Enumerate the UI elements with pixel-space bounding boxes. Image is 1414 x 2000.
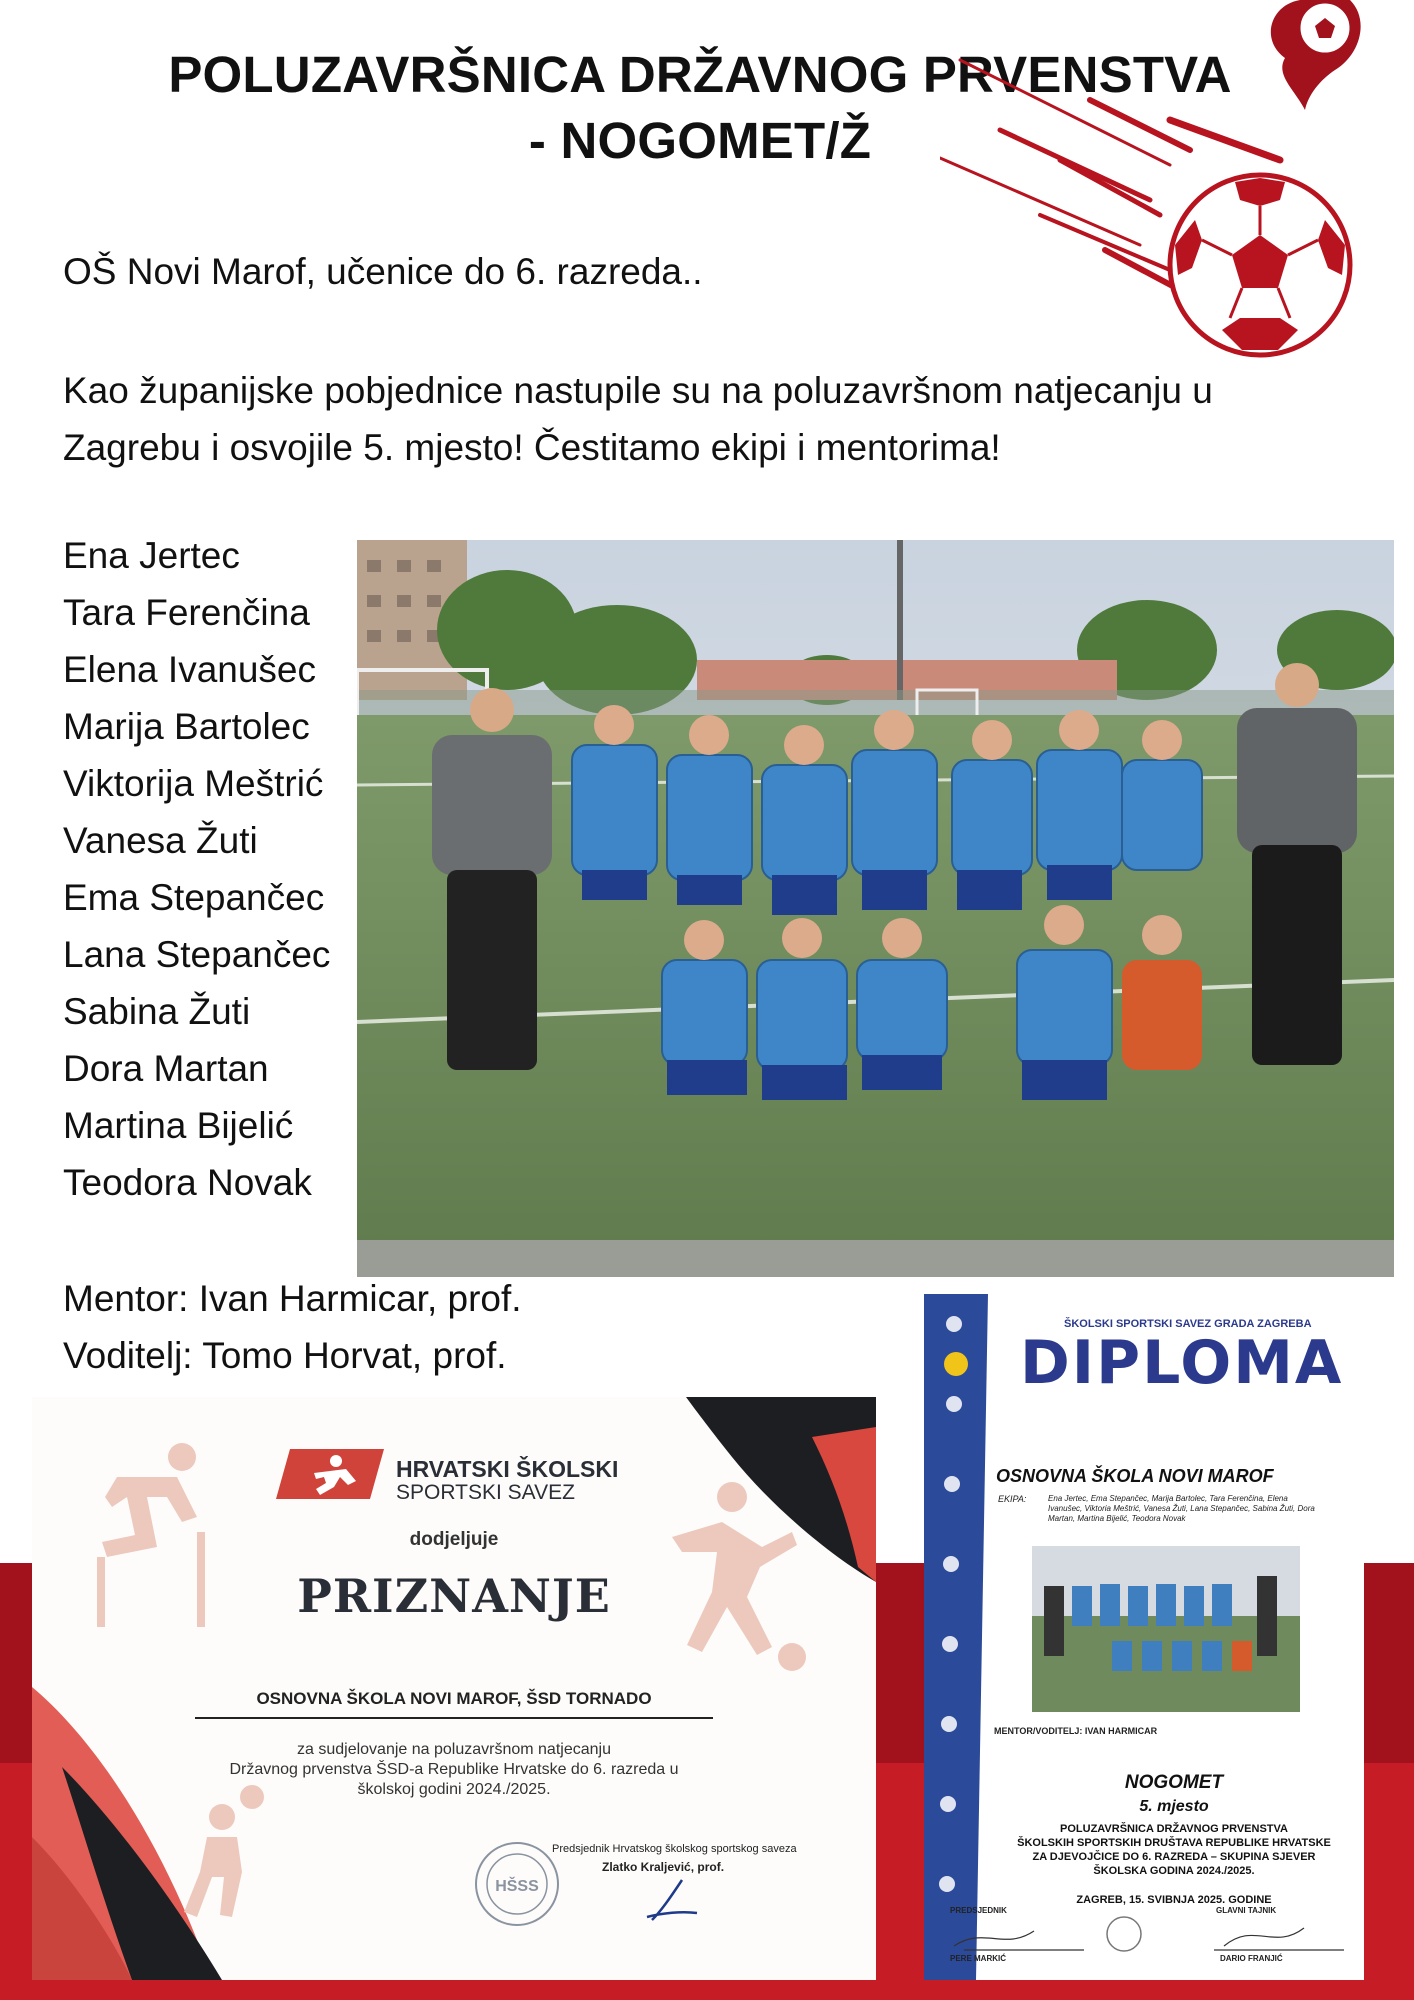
team-members: Ena Jertec, Ema Stepančec, Marija Bartolec, Tara Ferenčina, Elena Ivanušec, Viktoria Meštrić, Vanesa Žuti, Lana Stepančec, Sabina Žuti, Dora Martan, Martina Bijelić, Teodora Novak	[1048, 1494, 1315, 1523]
stamp-label: HŠSS	[495, 1878, 539, 1895]
diploma-team-photo	[1032, 1546, 1300, 1712]
player-name: Viktorija Meštrić	[63, 763, 324, 804]
team-label: EKIPA:	[998, 1494, 1027, 1504]
player-name: Vanesa Žuti	[63, 820, 258, 861]
president-name: Zlatko Kraljević, prof.	[602, 1860, 725, 1874]
player-name: Martina Bijelić	[63, 1105, 294, 1146]
certificate-title: PRIZNANJE	[297, 1569, 611, 1623]
certificate-text-line: školskoj godini 2024./2025.	[357, 1781, 551, 1798]
school-name: OSNOVNA ŠKOLA NOVI MAROF, ŠSD TORNADO	[256, 1689, 652, 1708]
diploma-place: 5. mjesto	[1139, 1798, 1209, 1815]
soccer-ball-icon	[940, 0, 1414, 370]
signature-icon	[944, 1916, 1094, 1956]
body-text	[63, 362, 1343, 476]
diploma-desc-line: ZA DJEVOJČICE DO 6. RAZREDA – SKUPINA SJEVER	[1032, 1851, 1316, 1863]
staff-block	[63, 1270, 522, 1384]
priznanje-certificate	[32, 1397, 876, 1980]
body-line-1: Kao županijske pobjednice nastupile su na poluzavršnom natjecanju u	[63, 370, 1213, 411]
diploma-stamp-icon	[1104, 1914, 1144, 1954]
player-name: Elena Ivanušec	[63, 649, 317, 690]
predsjednik-name: PERE MARKIĆ	[950, 1954, 1007, 1963]
signature-icon	[1204, 1916, 1354, 1956]
title-line-2: - NOGOMET/Ž	[528, 112, 872, 169]
president-label: Predsjednik Hrvatskog školskog sportskog saveza	[552, 1843, 797, 1855]
stamp-icon	[472, 1839, 562, 1929]
awards-text: dodjeljuje	[409, 1529, 499, 1550]
player-name: Sabina Žuti	[63, 991, 251, 1032]
diploma-school: OSNOVNA ŠKOLA NOVI MAROF	[996, 1466, 1274, 1486]
hsss-logo-icon	[276, 1445, 388, 1503]
diploma-certificate	[924, 1294, 1364, 1980]
diploma-desc-line: ŠKOLSKA GODINA 2024./2025.	[1093, 1865, 1255, 1877]
tajnik-label: GLAVNI TAJNIK	[1216, 1906, 1277, 1915]
certificate-text-line: Državnog prvenstva ŠSD-a Republike Hrvatske do 6. razreda u	[229, 1761, 679, 1778]
certificate-text	[32, 1740, 876, 1800]
diploma-desc-line: POLUZAVRŠNICA DRŽAVNOG PRVENSTVA	[1060, 1823, 1288, 1835]
team-photo	[357, 540, 1394, 1277]
player-name: Ena Jertec	[63, 535, 240, 576]
diploma-org: ŠKOLSKI SPORTSKI SAVEZ GRADA ZAGREBA	[1064, 1318, 1312, 1330]
player-name: Lana Stepančec	[63, 934, 331, 975]
diploma-sport: NOGOMET	[1124, 1772, 1224, 1793]
mentor-line: Mentor: Ivan Harmicar, prof.	[63, 1278, 522, 1319]
org-name-line-1: HRVATSKI ŠKOLSKI	[396, 1456, 619, 1482]
player-name: Teodora Novak	[63, 1162, 312, 1203]
divider	[195, 1717, 713, 1719]
certificate-text-line: za sudjelovanje na poluzavršnom natjecanju	[297, 1741, 611, 1758]
intro-text: OŠ Novi Marof, učenice do 6. razreda..	[63, 251, 703, 292]
player-name: Marija Bartolec	[63, 706, 310, 747]
body-line-2: Zagrebu i osvojile 5. mjesto! Čestitamo ekipi i mentorima!	[63, 427, 1001, 468]
player-name: Tara Ferenčina	[63, 592, 310, 633]
diploma-title: DIPLOMA	[1020, 1328, 1344, 1398]
org-name-line-2: SPORTSKI SAVEZ	[396, 1481, 575, 1504]
player-name: Ema Stepančec	[63, 877, 325, 918]
diploma-date: ZAGREB, 15. SVIBNJA 2025. GODINE	[1076, 1894, 1272, 1906]
diploma-mentor: MENTOR/VODITELJ: IVAN HARMICAR	[994, 1726, 1158, 1736]
diploma-desc-line: ŠKOLSKIH SPORTSKIH DRUŠTAVA REPUBLIKE HRVATSKE	[1017, 1837, 1331, 1849]
voditelj-line: Voditelj: Tomo Horvat, prof.	[63, 1335, 507, 1376]
signature-icon	[642, 1875, 702, 1925]
predsjednik-label: PREDSJEDNIK	[950, 1906, 1007, 1915]
diploma-description	[984, 1822, 1364, 1878]
sports-strip	[924, 1294, 988, 1980]
title-line-1: POLUZAVRŠNICA DRŽAVNOG PRVENSTVA	[168, 46, 1232, 103]
tajnik-name: DARIO FRANJIĆ	[1220, 1954, 1283, 1963]
players-list	[63, 527, 330, 1211]
player-name: Dora Martan	[63, 1048, 269, 1089]
